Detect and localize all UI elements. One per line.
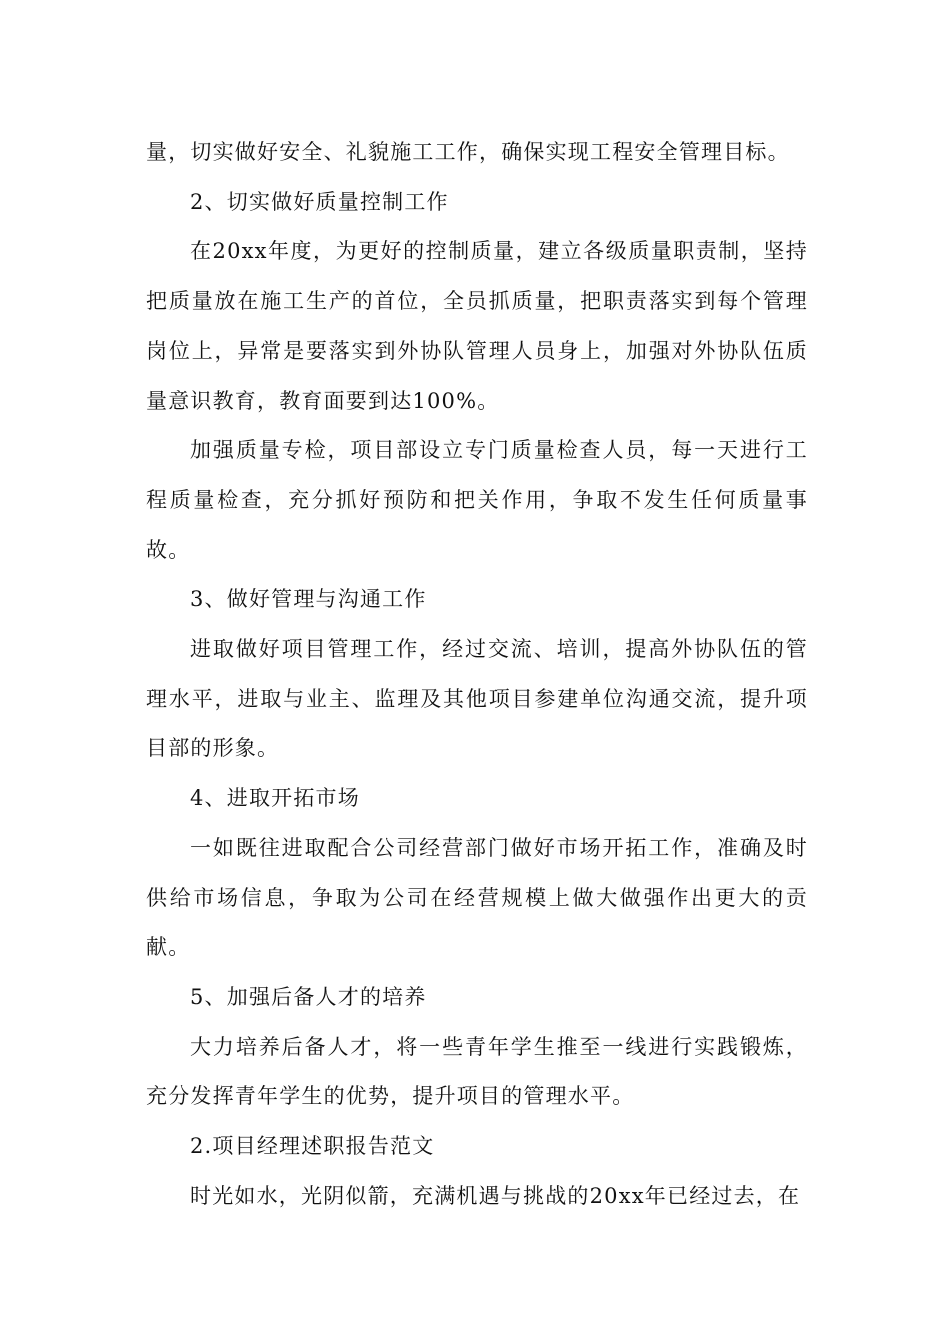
paragraph-talent-training: 大力培养后备人才，将一些青年学生推至一线进行实践锻炼，充分发挥青年学生的优势，提升项目的管理水平。 [146, 1034, 808, 1109]
paragraph-market-development: 一如既往进取配合公司经营部门做好市场开拓工作，准确及时供给市场信息，争取为公司在经营规模上做大做强作出更大的贡献。 [146, 835, 808, 960]
paragraph-report-opening: 时光如水，光阴似箭，充满机遇与挑战的20xx年已经过去，在 [190, 1183, 801, 1208]
heading-market-development: 4、进取开拓市场 [190, 786, 360, 811]
paragraph-safety-conclusion: 量，切实做好安全、礼貌施工工作，确保实现工程安全管理目标。 [146, 140, 790, 164]
heading-report-sample: 2.项目经理述职报告范文 [190, 1134, 435, 1159]
paragraph-management-communication: 进取做好项目管理工作，经过交流、培训，提高外协队伍的管理水平，进取与业主、监理及其他项目参建单位沟通交流，提升项目部的形象。 [146, 637, 808, 761]
heading-talent-training: 5、加强后备人才的培养 [190, 984, 427, 1009]
heading-quality-control: 2、切实做好质量控制工作 [190, 189, 449, 214]
paragraph-quality-inspection: 加强质量专检，项目部设立专门质量检查人员，每一天进行工程质量检查，充分抓好预防和把关作用，争取不发生任何质量事故。 [146, 438, 808, 562]
heading-management-communication: 3、做好管理与沟通工作 [190, 587, 427, 612]
document-body [146, 128, 808, 1221]
paragraph-quality-responsibility: 在20xx年度，为更好的控制质量，建立各级质量职责制，坚持把质量放在施工生产的首位，全员抓质量，把职责落实到每个管理岗位上，异常是要落实到外协队管理人员身上，加强对外协队伍质量意识教育，教育面要到达100%。 [146, 239, 808, 413]
